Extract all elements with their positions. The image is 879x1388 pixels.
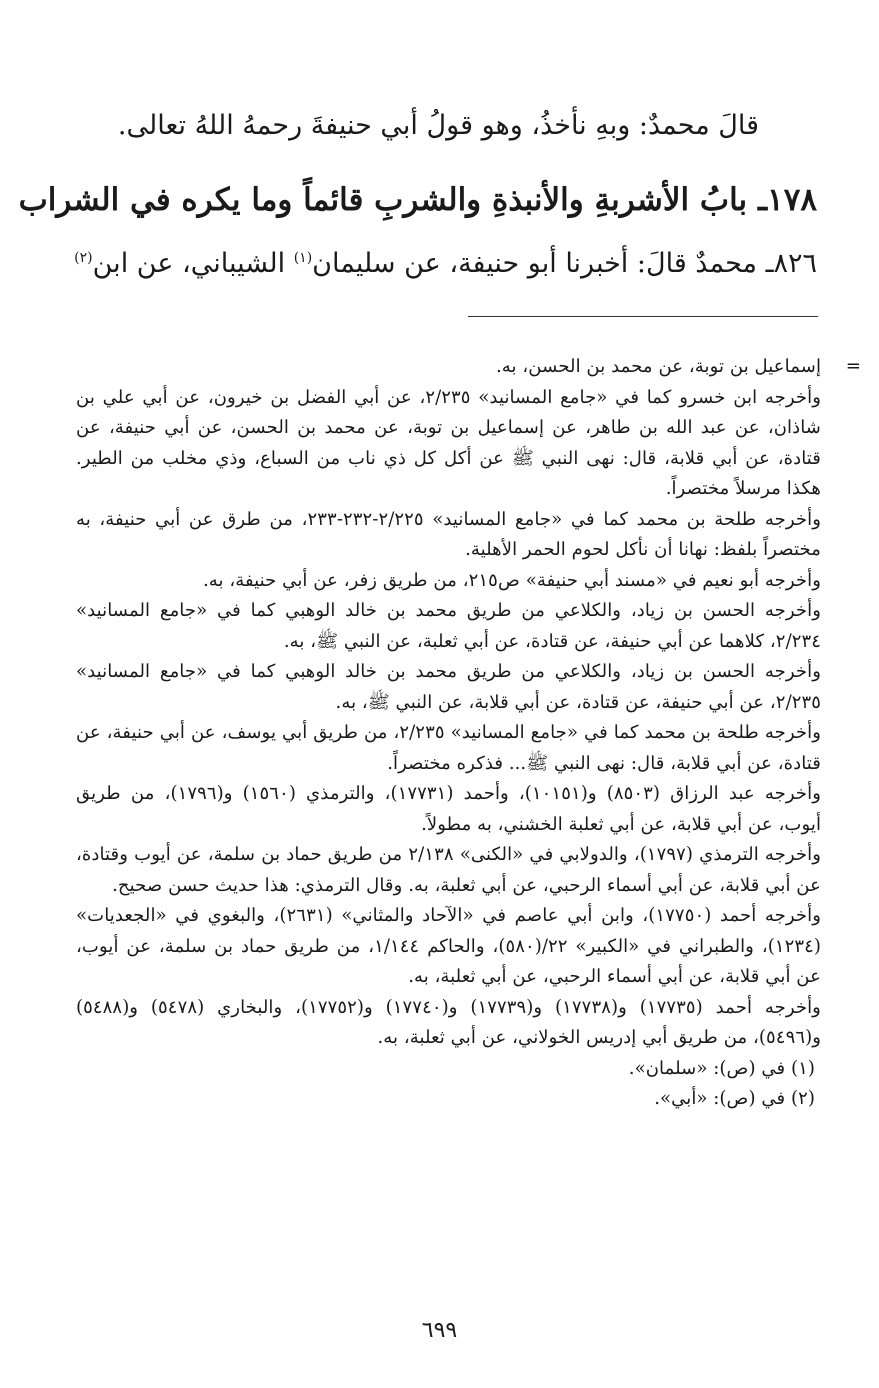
hadith-opening-line (70, 246, 817, 281)
note-paragraph: وأخرجه ابن خسرو كما في «جامع المسانيد» ٢/٢٣٥، عن أبي الفضل بن خيرون، عن أبي علي بن شاذان، عن عبد الله بن طاهر، عن إسماعيل بن توبة، عن محمد بن الحسن، عن أبي حنيفة، عن قتادة، عن أبي قلابة، قال: نهى النبي ﷺ عن أكل كل ذي ناب من السباع، وذي مخلب من الطير. هكذا مرسلاً مختصراً. (76, 386, 822, 499)
continuation-mark: = (845, 356, 861, 377)
note-paragraph-text: إسماعيل بن توبة، عن محمد بن الحسن، به. (496, 356, 821, 377)
note-paragraph: وأخرجه عبد الرزاق (٨٥٠٣) و(١٠١٥١)، وأحمد (١٧٧٣١)، والترمذي (١٥٦٠) و(١٧٩٦)، من طريق أيوب، عن أبي قلابة، عن أبي ثعلبة الخشني، به مطولاً. (76, 783, 821, 835)
note-paragraph: وأخرجه طلحة بن محمد كما في «جامع المسانيد» ٢/٢٢٥-٢٣٢-٢٣٣، من طرق عن أبي حنيفة، به مختصراً بلفظ: نهانا أن نأكل لحوم الحمر الأهلية. (76, 508, 821, 560)
note-paragraph: وأخرجه الحسن بن زياد، والكلاعي من طريق محمد بن خالد الوهبي كما في «جامع المسانيد» ٢/٢٣٤، كلاهما عن أبي حنيفة، عن قتادة، عن أبي ثعلبة، عن النبي ﷺ، به. (76, 600, 821, 652)
note-paragraph: وأخرجه الحسن بن زياد، والكلاعي من طريق محمد بن خالد الوهبي كما في «جامع المسانيد» ٢/٢٣٥، عن أبي حنيفة، عن قتادة، عن أبي قلابة، عن النبي ﷺ، به. (76, 661, 821, 713)
hadith-line-part-1: ٨٢٦ـ محمدٌ قالَ: أخبرنا أبو حنيفة، عن سليمان (312, 248, 817, 279)
note-paragraph: وأخرجه طلحة بن محمد كما في «جامع المسانيد» ٢/٢٣٥، من طريق أبي يوسف، عن أبي حنيفة، عن قتادة، عن أبي قلابة، قال: نهى النبي ﷺ... فذكره مختصراً. (76, 722, 821, 774)
footnote-ref-2: (٢) (74, 250, 93, 266)
footnote-ref-1: (١) (293, 250, 313, 266)
note-paragraph: وأخرجه أحمد (١٧٧٣٥) و(١٧٧٣٨) و(١٧٧٣٩) و(١٧٧٤٠) و(١٧٧٥٢)، والبخاري (٥٤٧٨) و(٥٤٨٨) و(٥٤٩٦)، من طريق أبي إدريس الخولاني، عن أبي ثعلبة، به. (76, 996, 821, 1048)
hadith-line-part-2: الشيباني، عن ابن (92, 248, 294, 279)
footnote-separator (468, 316, 818, 317)
page-number: ٦٩٩ (421, 1318, 458, 1343)
note-paragraph: وأخرجه أحمد (١٧٧٥٠)، وابن أبي عاصم في «الآحاد والمثاني» (٢٦٣١)، والبغوي في «الجعديات» (١٢٣٤)، والطبراني في «الكبير» ٢٢/(٥٨٠)، والحاكم ١/١٤٤، من طريق حماد بن سلمة، عن أيوب، عن أبي قلابة، عن أبي أسماء الرحبي، عن أبي ثعلبة، به. (76, 905, 821, 987)
note-paragraph: وأخرجه أبو نعيم في «مسند أبي حنيفة» ص٢١٥، من طريق زفر، عن أبي حنيفة، به. (202, 569, 821, 591)
footnote-2: (٢) في (ص): «أبي». (654, 1088, 815, 1109)
note-paragraph (76, 352, 861, 383)
footnote-1: (١) في (ص): «سلمان». (628, 1057, 815, 1079)
footnotes-block (76, 352, 861, 1115)
chapter-heading: ١٧٨ـ بابُ الأشربةِ والأنبذةِ والشربِ قائماً وما يكره في الشراب (18, 182, 817, 218)
note-paragraph: وأخرجه الترمذي (١٧٩٧)، والدولابي في «الكنى» ٢/١٣٨ من طريق حماد بن سلمة، عن أيوب وقتادة، عن أبي قلابة، عن أبي أسماء الرحبي، عن أبي ثعلبة، به. وقال الترمذي: هذا حديث حسن صحيح. (76, 844, 821, 896)
main-text-line-1: قالَ محمدٌ: وبهِ نأخذُ، وهو قولُ أبي حنيفةَ رحمهُ اللهُ تعالى. (117, 110, 759, 141)
